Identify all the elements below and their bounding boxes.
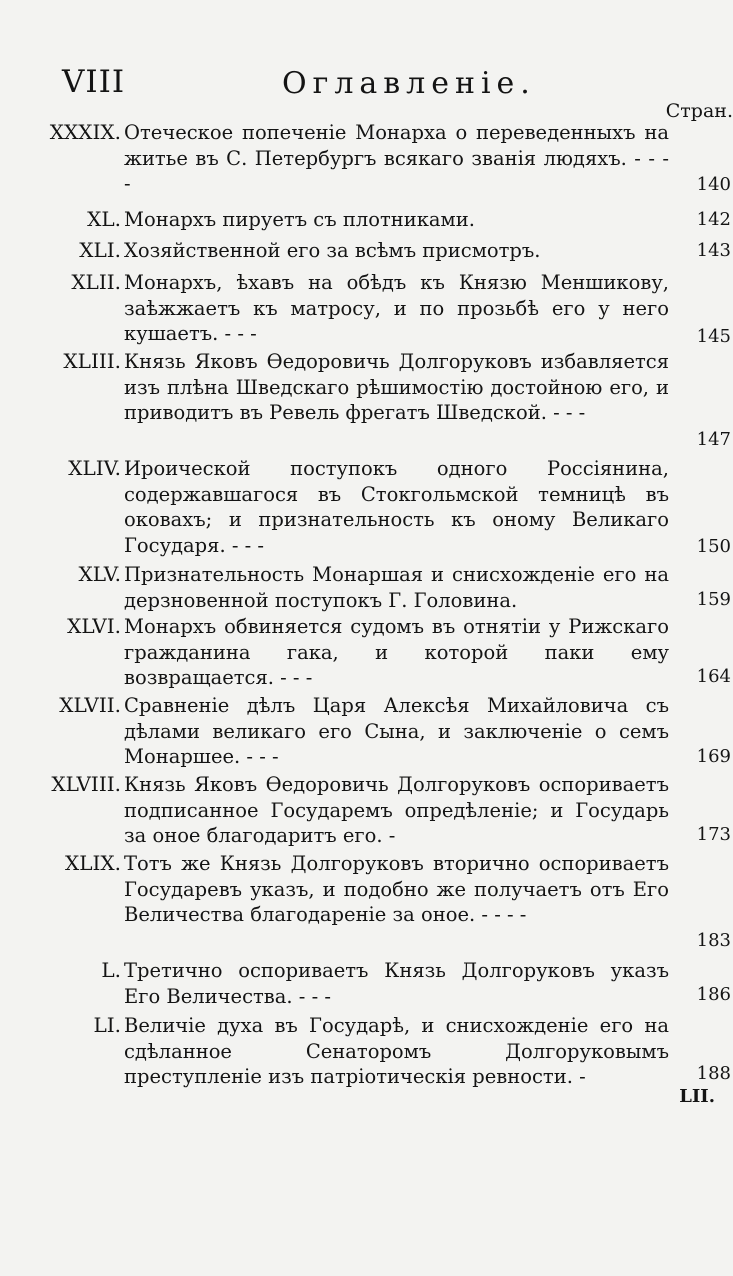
chapter-number: XLIX. xyxy=(64,851,121,875)
page-title: Оглавленіе. xyxy=(282,66,536,101)
chapter-number: XLIII. xyxy=(63,349,121,373)
chapter-title: Третично оспориваетъ Князь Долгоруковъ указъ Его Величества. - - - xyxy=(124,959,669,1008)
chapter-title: Монархъ пируетъ съ плотниками. xyxy=(124,208,475,231)
chapter-title: Монархъ обвиняется судомъ въ отнятіи у Рижскаго гражданина гака, и которой паки ему возвращается. - - - xyxy=(124,615,669,689)
page-reference: 150 xyxy=(696,536,731,557)
chapter-title: Монархъ, ѣхавъ на обѣдъ къ Князю Меншикову, заѣжжаетъ къ матросу, и по прозьбѣ его у него кушаетъ. - - - xyxy=(124,271,669,345)
page-reference: 188 xyxy=(696,1063,731,1084)
chapter-number: XLVI. xyxy=(67,614,121,638)
page-reference: 147 xyxy=(696,429,731,450)
chapter-title: Князь Яковъ Ѳедоровичь Долгоруковъ избавляется изъ плѣна Шведскаго рѣшимостію достойною его, и приводитъ въ Ревель фрегатъ Шведской. - - - xyxy=(124,350,669,424)
chapter-title: Хозяйственной его за всѣмъ присмотръ. xyxy=(124,239,541,262)
page-reference: 186 xyxy=(696,984,731,1005)
page-reference: 159 xyxy=(696,589,731,610)
chapter-number: XLIV. xyxy=(68,456,121,480)
page-number: VIII xyxy=(62,64,126,100)
page-column-label: Стран. xyxy=(665,100,733,122)
chapter-number: LI. xyxy=(93,1013,121,1037)
chapter-title: Князь Яковъ Ѳедоровичь Долгоруковъ оспориваетъ подписанное Государемъ опредѣленіе; и Государь за оное благодаритъ его. - xyxy=(124,773,669,847)
catchword: LII. xyxy=(679,1086,715,1107)
chapter-title: Тотъ же Князь Долгоруковъ вторично оспориваетъ Государевъ указъ, и подобно же получаетъ отъ Его Величества благодареніе за оное. - - - - xyxy=(124,852,669,926)
chapter-number: XLV. xyxy=(78,562,121,586)
page-reference: 145 xyxy=(696,326,731,347)
chapter-title: Признательность Монаршая и снисхожденіе его на дерзновенной поступокъ Г. Головина. xyxy=(124,563,669,612)
chapter-number: L. xyxy=(101,958,121,982)
page-reference: 143 xyxy=(696,240,731,261)
chapter-title: Отеческое попеченіе Монарха о переведенныхъ на житье въ С. Петербургъ всякаго званія людяхъ. - - - - xyxy=(124,121,669,195)
chapter-number: XXXIX. xyxy=(49,120,121,144)
chapter-number: XLII. xyxy=(71,270,121,294)
chapter-title: Сравненіе дѣлъ Царя Алексѣя Михайловича съ дѣлами великаго его Сына, и заключеніе о семъ Монаршее. - - - xyxy=(124,694,669,768)
chapter-title: Ироической поступокъ одного Россіянина, содержавшагося въ Стокгольмской темницѣ въ оковахъ; и признательность къ оному Великаго Государя. - - - xyxy=(124,457,669,557)
chapter-number: XL. xyxy=(87,207,121,231)
page-reference: 183 xyxy=(696,930,731,951)
page-reference: 173 xyxy=(696,824,731,845)
page-reference: 169 xyxy=(696,746,731,767)
page-reference: 142 xyxy=(696,209,731,230)
page-reference: 140 xyxy=(696,174,731,195)
chapter-number: XLVII. xyxy=(59,693,121,717)
page-header xyxy=(62,64,733,104)
chapter-title: Величіе духа въ Государѣ, и снисхожденіе его на сдѣланное Сенаторомъ Долгоруковымъ преступленіе изъ патріотическія ревности. - xyxy=(124,1014,669,1088)
chapter-number: XLI. xyxy=(79,238,121,262)
chapter-number: XLVIII. xyxy=(51,772,121,796)
page-reference: 164 xyxy=(696,666,731,687)
